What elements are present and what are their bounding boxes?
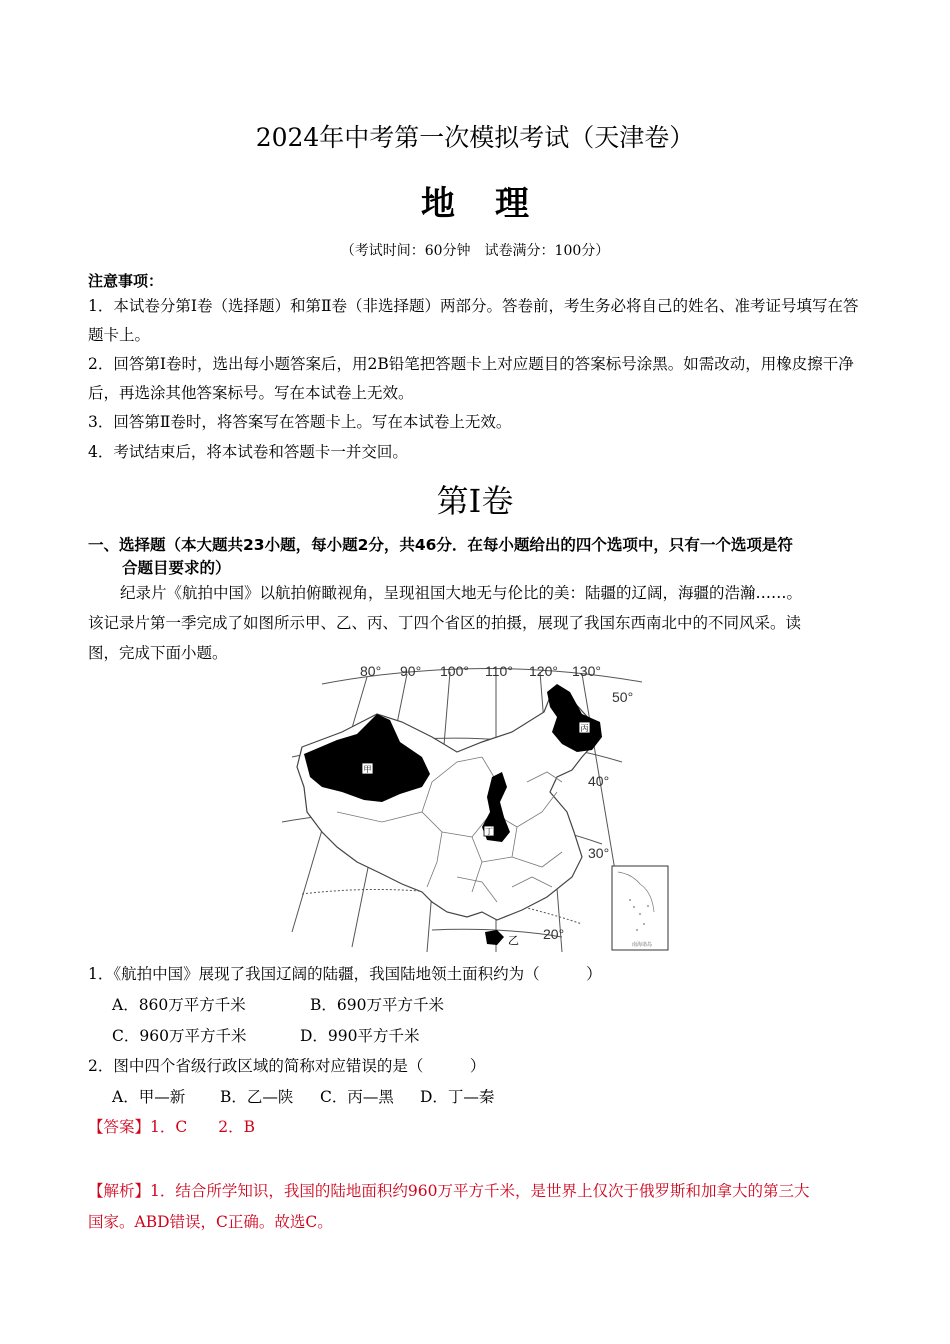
lon-label-80: 80° [360,663,382,679]
lon-label-120: 120° [529,663,558,679]
south-china-sea-inset [612,866,668,950]
lat-label-50: 50° [612,689,634,705]
q2-option-a: A．甲—新 [112,1088,186,1106]
answer-line [88,1115,255,1137]
lon-label-100: 100° [440,663,469,679]
lat-label-40: 40° [588,773,610,789]
province-yi [485,930,504,945]
q1-option-d: D．990平方千米 [300,1027,420,1045]
notice-heading: 注意事项： [88,272,164,290]
answer-label: 【答案】 [88,1118,151,1136]
question-2-stem: 2．图中四个省级行政区域的简称对应错误的是（ ） [88,1057,486,1075]
label-yi: 乙 [508,935,519,947]
answer-text: 1．C 2．B [150,1118,255,1136]
notice-item-2: 2．回答第Ⅰ卷时，选出每小题答案后，用2B铅笔把答题卡上对应题目的答案标号涂黑。如需改动，用橡皮擦干净后，再选涂其他答案标号。写在本试卷上无效。 [88,355,854,402]
analysis-block [88,1176,878,1238]
lat-label-30: 30° [588,845,610,861]
subject-title: 地理 [421,184,569,224]
intro-line3: 图，完成下面小题。 [88,644,228,662]
intro-line1: 纪录片《航拍中国》以航拍俯瞰视角，呈现祖国大地无与伦比的美：陆疆的辽阔，海疆的浩瀚……。 [120,584,803,602]
china-map [282,662,677,954]
lon-label-90: 90° [400,663,422,679]
section-heading [88,534,878,580]
label-bing: 丙 [580,724,589,733]
section-heading-line2: 合题目要求的） [122,559,231,577]
lon-label-130: 130° [572,663,601,679]
question-1-stem: 1．《航拍中国》展现了我国辽阔的陆疆，我国陆地领土面积约为（ ） [88,965,602,983]
label-jia: 甲 [363,765,372,774]
notice-item-1: 1．本试卷分第Ⅰ卷（选择题）和第Ⅱ卷（非选择题）两部分。答卷前，考生务必将自己的姓名、准考证号填写在答题卡上。 [88,297,859,344]
notice-item-3: 3．回答第Ⅱ卷时，将答案写在答题卡上。写在本试卷上无效。 [88,413,512,431]
lat-label-20: 20° [543,926,565,942]
label-ding: 丁 [485,827,493,836]
exam-title: 2024年中考第一次模拟考试（天津卷） [255,123,695,152]
section-heading-line1: 一、选择题（本大题共23小题，每小题2分，共46分．在每小题给出的四个选项中，只有一个选项是符 [88,536,793,554]
q2-option-d: D．丁—秦 [420,1088,495,1106]
q2-option-b: B．乙—陕 [220,1088,294,1106]
q2-option-c: C．丙—黑 [320,1088,394,1106]
inset-caption: 南海诸岛 [631,942,652,948]
lon-label-110: 110° [485,663,513,679]
analysis-line1: 1．结合所学知识，我国的陆地面积约960万平方千米，是世界上仅次于俄罗斯和加拿大的第三大 [150,1182,810,1200]
analysis-line2: 国家。ABD错误，C正确。故选C。 [88,1213,333,1231]
exam-info: （考试时间：60分钟 试卷满分：100分） [340,243,610,259]
q1-option-b: B．690万平方千米 [310,996,444,1014]
intro-line2: 该记录片第一季完成了如图所示甲、乙、丙、丁四个省区的拍摄，展现了我国东西南北中的不同风采。读 [88,614,802,632]
volume-title: 第Ⅰ卷 [436,482,514,520]
q1-option-c: C．960万平方千米 [112,1027,247,1045]
notice-item-4: 4．考试结束后，将本试卷和答题卡一并交回。 [88,443,408,461]
q1-option-a: A．860万平方千米 [112,996,246,1014]
analysis-label: 【解析】 [88,1182,151,1200]
question-intro [88,578,868,668]
